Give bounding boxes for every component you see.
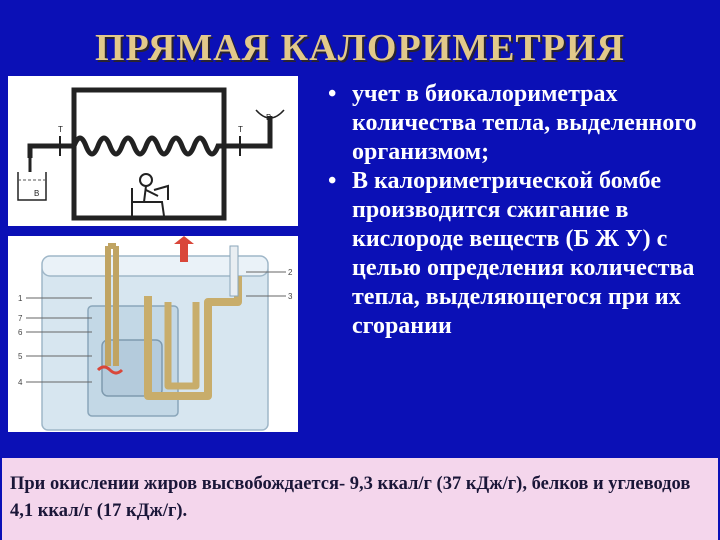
fig1-label-t-right: T <box>238 125 243 134</box>
bullet-text: учет в биокалориметрах количества тепла, выделенного организмом; <box>352 81 697 165</box>
fig1-label-b-left: B <box>34 189 40 198</box>
fig1-label-t-left: T <box>58 125 63 134</box>
fig2-label-6: 6 <box>18 328 23 337</box>
fig2-label-1: 1 <box>18 294 23 303</box>
calorimetric-bomb-illustration <box>8 236 298 432</box>
fig2-label-7: 7 <box>18 314 23 323</box>
biocalorimeter-diagram <box>8 76 298 226</box>
bullet-text: В калориметрической бомбе производится сжигание в кислороде веществ (Б Ж У) с целью определения количества тепла, выделяющегося при их сгорании <box>352 168 695 339</box>
bullet-list <box>318 80 708 341</box>
slide-title: ПРЯМАЯ КАЛОРИМЕТРИЯ <box>95 27 625 69</box>
bullet-item <box>318 167 708 341</box>
coil-pipe <box>30 116 270 158</box>
fig2-label-4: 4 <box>18 378 23 387</box>
energy-yield-note: При окислении жиров высвобождается- 9,3 ккал/г (37 кДж/г), белков и углеводов 4,1 ккал/г (17 кДж/г). <box>2 458 718 540</box>
fig2-label-3: 3 <box>288 292 293 301</box>
calorimetric-bomb-diagram <box>8 236 298 432</box>
bullet-dot: • <box>328 81 337 107</box>
fig2-label-2: 2 <box>288 268 293 277</box>
collector-vessel <box>18 172 46 200</box>
fig1-label-b-right: B <box>266 113 272 122</box>
bullet-item <box>318 80 708 167</box>
bullet-dot: • <box>328 168 337 194</box>
fig2-label-5: 5 <box>18 352 23 361</box>
seated-person-icon <box>132 174 168 216</box>
thermometer <box>230 246 238 296</box>
biocalorimeter-schematic <box>8 76 298 226</box>
